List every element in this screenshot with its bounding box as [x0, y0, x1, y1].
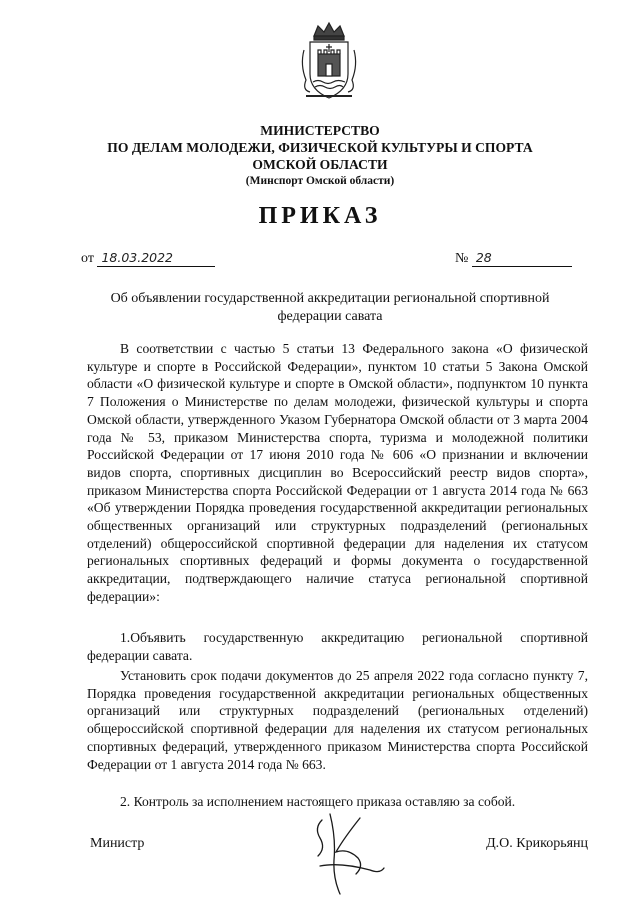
document-subject: Об объявлении государственной аккредитации региональной спортивной федерации савата — [110, 291, 550, 324]
date-prefix: от — [81, 251, 94, 266]
paragraph-text: В соответствии с частью 5 статьи 13 Федерального закона «О физической культуре и спорте в Российской Федерации», пунктом 10 статьи 5 Закона Омской области «О физической культуре и спорте в Омской области», подпунктом 10 пункта 7 Положения о Министерстве по делам молодежи, физической культуры и спорта Омской области, утвержденного Указом Губернатора Омской области от 3 марта 2004 года № 53, приказом Министерства спорта, туризма и молодежной политики Российской Федерации от 17 июня 2010 года № 606 «О признании и включении видов спорта, спортивных дисциплин во Всероссийский реестр видов спорта», приказом Министерства спорта Российской Федерации от 1 августа 2014 года № 663 «Об утверждении Порядка проведения государственной аккредитации региональных общественных организаций или структурных подразделений (региональных отделений) общероссийской спортивной федерации для наделения их статусом региональных спортивных федераций и формы документа о государственной аккредитации, подтверждающего наличие статуса региональной спортивной федерации»: — [87, 341, 588, 604]
number-value: 28 — [472, 250, 572, 267]
paragraph-text: 2. Контроль за исполнением настоящего приказа оставляю за собой. — [120, 794, 516, 809]
date-value: 18.03.2022 — [97, 250, 215, 267]
ministry-short-name: (Минспорт Омской области) — [245, 175, 395, 187]
ministry-line: МИНИСТЕРСТВО — [260, 123, 380, 138]
order-item-1-deadline — [87, 667, 588, 773]
preamble-paragraph — [87, 340, 588, 606]
omsk-coat-of-arms-icon — [296, 20, 362, 102]
paragraph-text: Установить срок подачи документов до 25 апреля 2022 года согласно пункту 7, Порядка проведения государственной аккредитации региональных общественных организаций или структурных подразделений (региональных отделений) общероссийской спортивной федерации для наделения их статусом региональных спортивных федераций, утвержденного приказом Министерства спорта Российской Федерации от 1 августа 2014 года № 663. — [87, 668, 588, 772]
order-item-1 — [87, 629, 588, 664]
handwritten-signature-icon — [300, 808, 390, 898]
number-line — [455, 250, 572, 267]
signatory-position: Министр — [90, 836, 145, 851]
ministry-header — [0, 122, 640, 190]
number-prefix: № — [455, 251, 469, 266]
date-line — [81, 250, 215, 267]
signatory-name: Д.О. Крикорьянц — [486, 836, 588, 851]
paragraph-text: 1.Объявить государственную аккредитацию региональной спортивной федерации савата. — [87, 630, 588, 663]
document-type-title: ПРИКАЗ — [258, 203, 382, 229]
ministry-line: ОМСКОЙ ОБЛАСТИ — [252, 157, 388, 172]
ministry-line: ПО ДЕЛАМ МОЛОДЕЖИ, ФИЗИЧЕСКОЙ КУЛЬТУРЫ И СПОРТА — [107, 140, 533, 155]
